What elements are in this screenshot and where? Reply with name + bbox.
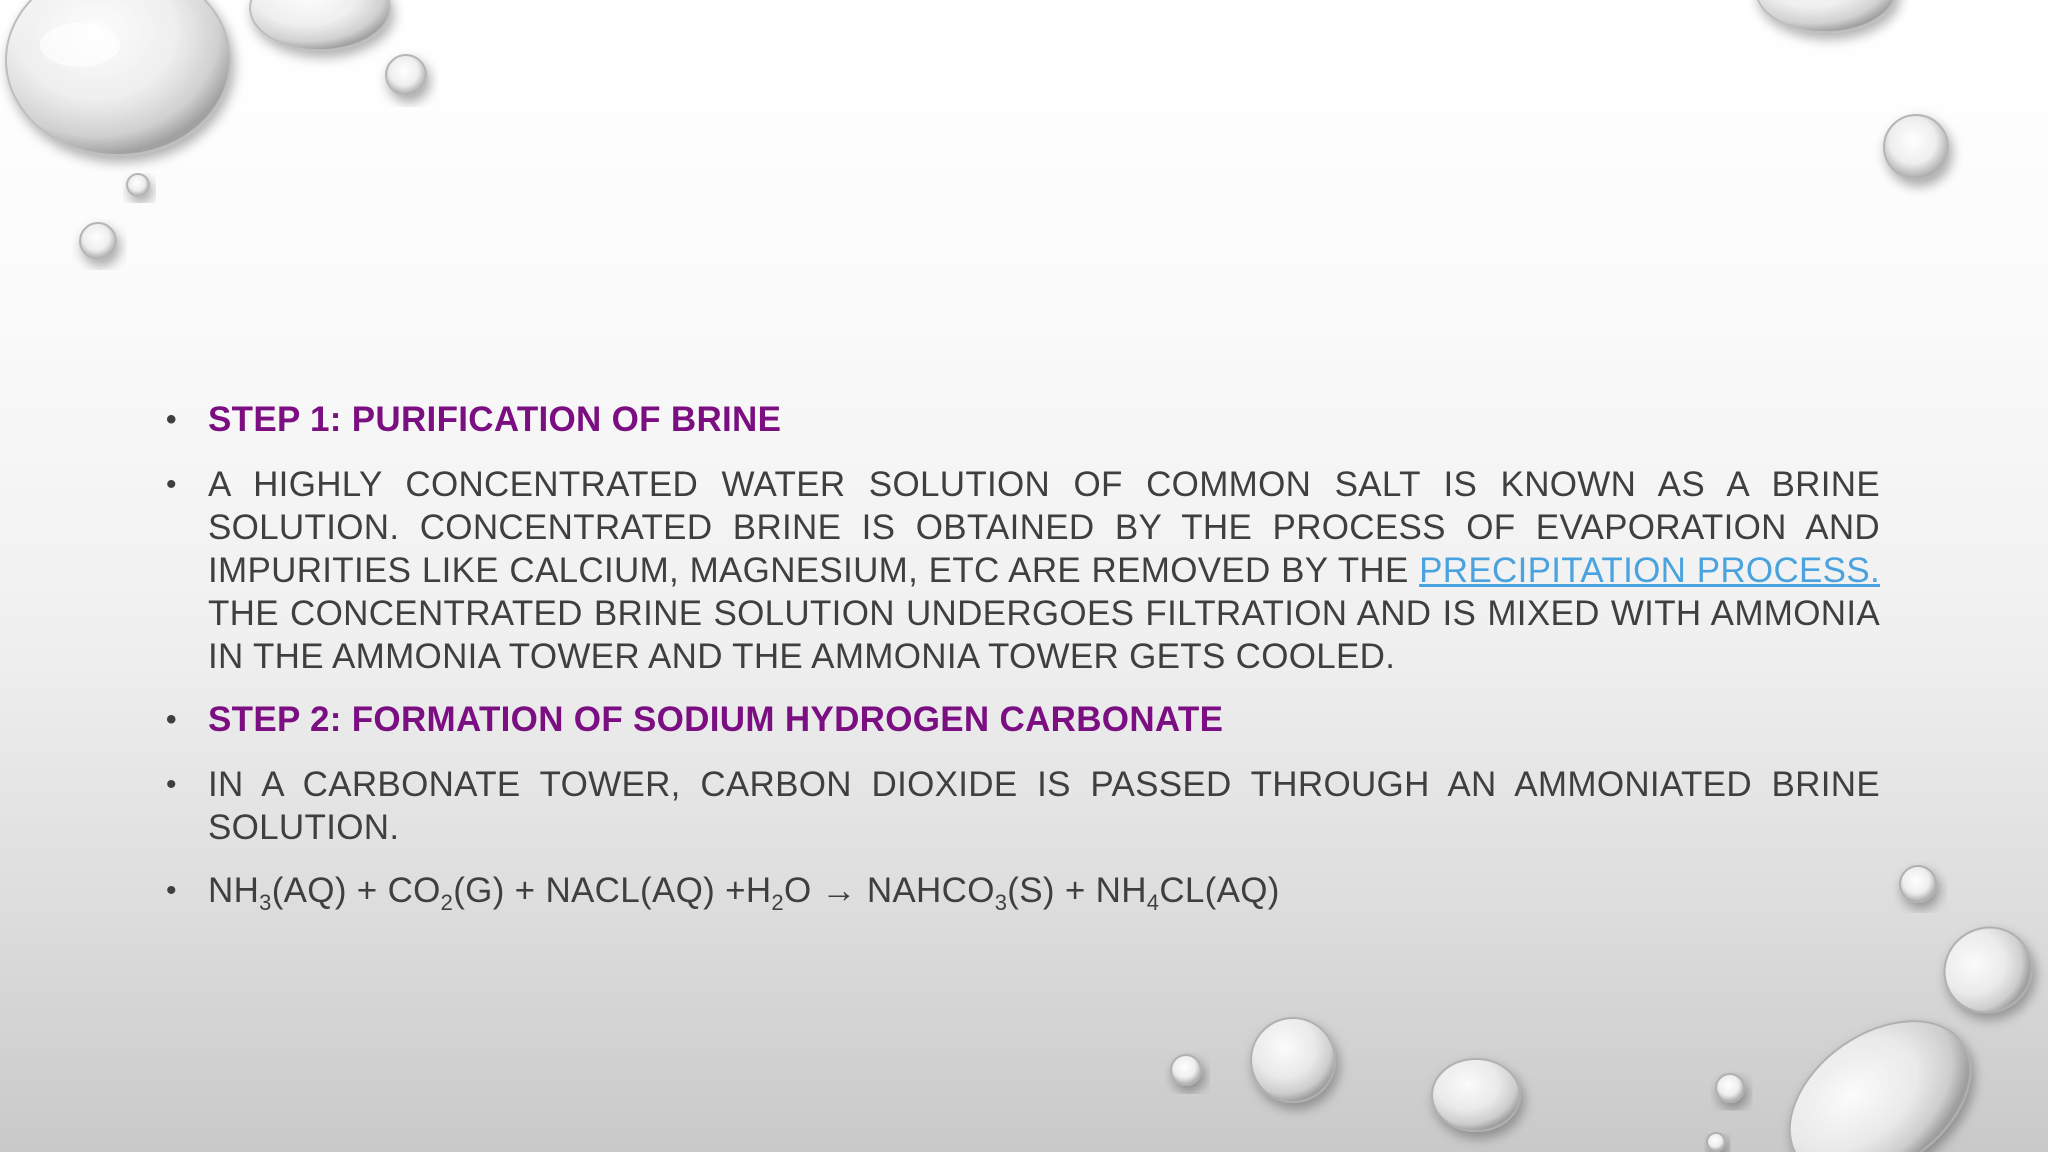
bullet-chemical-equation <box>160 869 1880 915</box>
droplet-bottom-right-large <box>1760 989 2000 1152</box>
precipitation-process-link[interactable]: PRECIPITATION PROCESS. <box>1419 551 1880 590</box>
step-2-title: STEP 2: FORMATION OF SODIUM HYDROGEN CARBONATE <box>208 700 1224 739</box>
step-1-text-before-link: A HIGHLY CONCENTRATED WATER SOLUTION OF COMMON SALT IS KNOWN AS A BRINE SOLUTION. CONCENTRATED BRINE IS OBTAINED BY THE PROCESS OF EVAPORATION AND IMPURITIES LIKE CALCIUM, MAGNESIUM, ETC ARE REMOVED BY THE <box>208 465 1880 590</box>
droplet-bottom-2 <box>1171 1055 1201 1085</box>
droplet-small-2 <box>127 174 149 196</box>
slide-content <box>160 398 1880 932</box>
step-2-text: IN A CARBONATE TOWER, CARBON DIOXIDE IS PASSED THROUGH AN AMMONIATED BRINE SOLUTION. <box>208 765 1880 847</box>
droplet-top-left-large <box>6 0 230 155</box>
droplet-top-right <box>1756 0 1896 32</box>
bullet-step-1-description <box>160 463 1880 678</box>
droplet-right-3 <box>1929 912 2047 1029</box>
droplet-small-1 <box>386 55 426 95</box>
step-1-title: STEP 1: PURIFICATION OF BRINE <box>208 400 782 439</box>
droplet-top-left-medium <box>250 0 390 50</box>
bullet-dot: • <box>166 403 177 436</box>
droplet-bottom-1 <box>1251 1018 1335 1102</box>
droplet-small-3 <box>80 223 116 259</box>
bullet-step-2-description <box>160 763 1880 849</box>
droplet-bottom-3 <box>1432 1059 1520 1131</box>
bullet-step-1-heading <box>160 398 1880 441</box>
bullet-dot: • <box>166 874 177 907</box>
equation-text: $NH_3(AQ) + CO_2(G)$ + NACL(AQ) $+H_2O$ → $NAHCO_3(S) + NH_4CL(AQ)$ <box>208 871 1280 915</box>
droplet-bottom-5 <box>1707 1133 1725 1151</box>
droplet-right-2 <box>1900 866 1936 902</box>
bullet-dot: • <box>166 768 177 801</box>
droplet-bottom-4 <box>1716 1074 1744 1102</box>
bullet-dot: • <box>166 468 177 501</box>
bullet-dot: • <box>166 703 177 736</box>
droplet-right-1 <box>1884 115 1948 179</box>
step-1-text-after-link: THE CONCENTRATED BRINE SOLUTION UNDERGOES FILTRATION AND IS MIXED WITH AMMONIA IN THE AMMONIA TOWER AND THE AMMONIA TOWER GETS COOLED. <box>208 594 1880 676</box>
bullet-step-2-heading <box>160 698 1880 741</box>
